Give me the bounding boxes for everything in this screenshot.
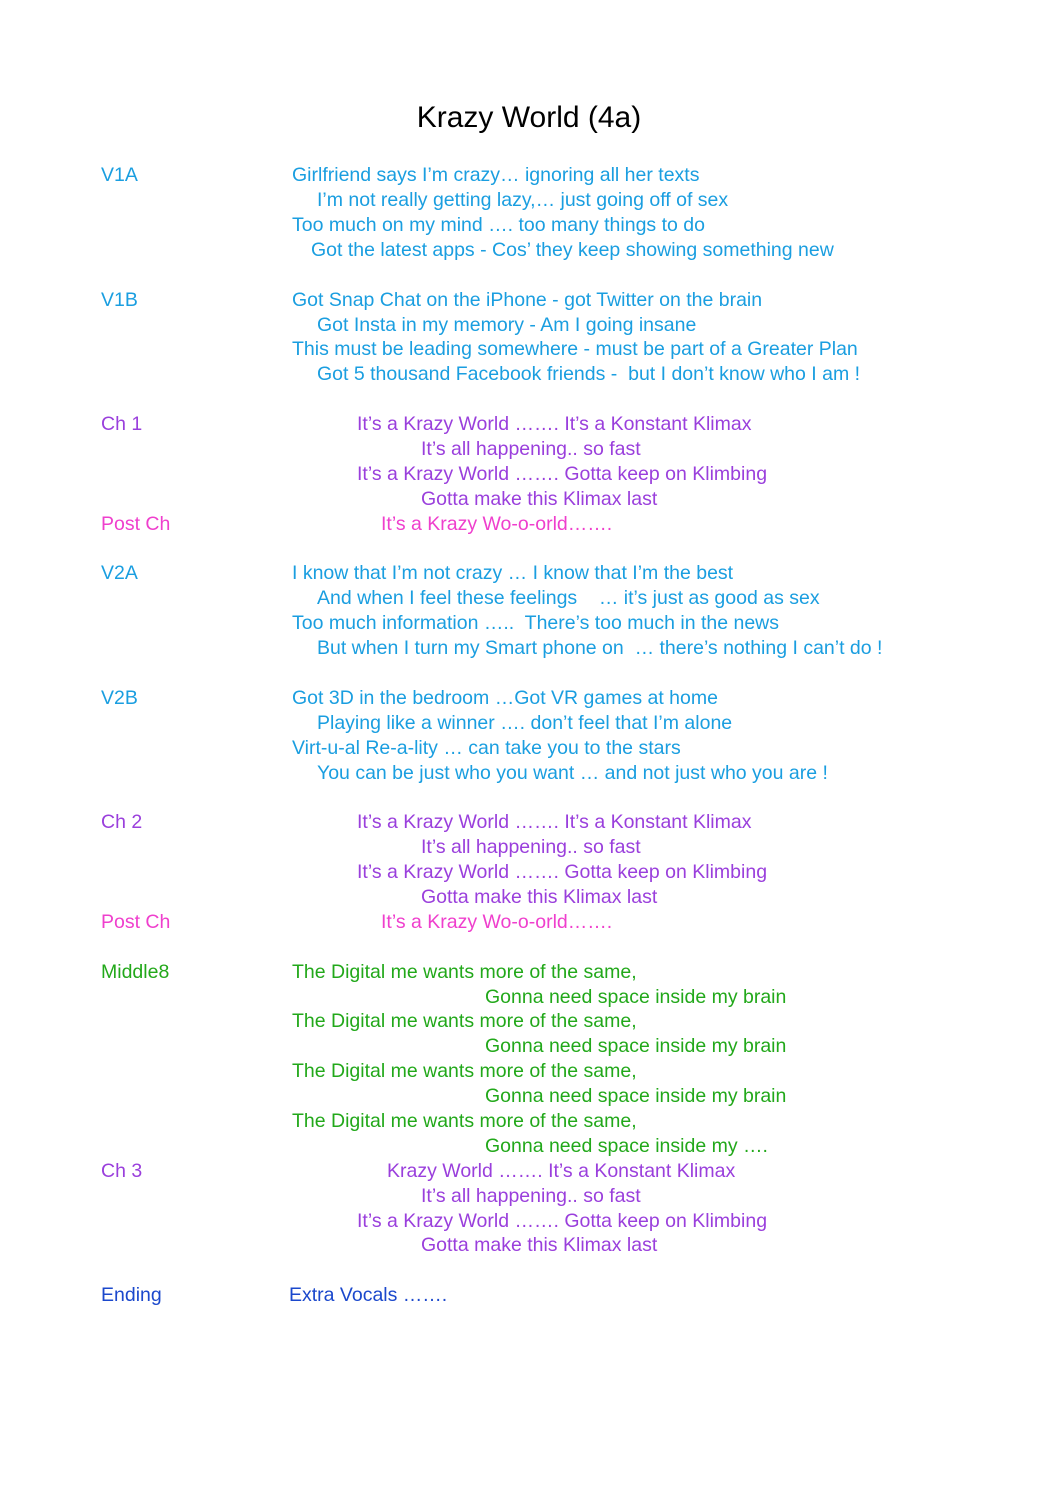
lyric-line: You can be just who you want … and not just who you are ! xyxy=(317,762,828,784)
lyric-line: It’s a Krazy World ……. Gotta keep on Klimbing xyxy=(357,1210,768,1232)
section-label-v1a: V1A xyxy=(101,164,138,186)
lyric-line: Playing like a winner …. don’t feel that I’m alone xyxy=(317,712,733,734)
lyric-line: It’s all happening.. so fast xyxy=(421,836,641,858)
lyric-line: Girlfriend says I’m crazy… ignoring all her texts xyxy=(292,164,700,186)
lyric-line: Gotta make this Klimax last xyxy=(421,886,658,908)
lyric-line: The Digital me wants more of the same, xyxy=(292,961,637,983)
lyric-line: The Digital me wants more of the same, xyxy=(292,1060,637,1082)
lyric-line: Got 3D in the bedroom …Got VR games at home xyxy=(292,687,718,709)
lyric-line: The Digital me wants more of the same, xyxy=(292,1110,637,1132)
section-label-v1b: V1B xyxy=(101,289,138,311)
lyric-line: I’m not really getting lazy,… just going off of sex xyxy=(317,189,729,211)
section-label-post-ch: Post Ch xyxy=(101,513,171,535)
lyric-line: Gonna need space inside my brain xyxy=(485,1085,787,1107)
lyric-line: Gonna need space inside my …. xyxy=(485,1135,768,1157)
section-label-ending: Ending xyxy=(101,1284,162,1306)
section-label-v2b: V2B xyxy=(101,687,138,709)
section-label-ch2: Ch 2 xyxy=(101,811,143,833)
lyric-line: Got Insta in my memory - Am I going insane xyxy=(317,314,697,336)
section-label-post-ch: Post Ch xyxy=(101,911,171,933)
lyric-line: Krazy World ……. It’s a Konstant Klimax xyxy=(387,1160,736,1182)
lyric-line: Got 5 thousand Facebook friends - but I don’t know who I am ! xyxy=(317,363,861,385)
lyric-line: I know that I’m not crazy … I know that I’m the best xyxy=(292,562,734,584)
lyric-line: It’s all happening.. so fast xyxy=(421,1185,641,1207)
song-title: Krazy World (4a) xyxy=(416,101,642,134)
lyric-line: Too much on my mind …. too many things to do xyxy=(292,214,705,236)
lyric-line: Got the latest apps - Cos’ they keep showing something new xyxy=(311,239,834,261)
lyric-line: Too much information ….. There’s too much in the news xyxy=(292,612,780,634)
section-label-middle8: Middle8 xyxy=(101,961,170,983)
lyric-line: The Digital me wants more of the same, xyxy=(292,1010,637,1032)
lyric-line: It’s all happening.. so fast xyxy=(421,438,641,460)
lyric-line: Gonna need space inside my brain xyxy=(485,1035,787,1057)
lyric-line: It’s a Krazy World ……. It’s a Konstant Klimax xyxy=(357,413,752,435)
section-label-ch1: Ch 1 xyxy=(101,413,143,435)
section-label-v2a: V2A xyxy=(101,562,138,584)
lyric-line: It’s a Krazy World ……. Gotta keep on Klimbing xyxy=(357,861,768,883)
lyric-line: It’s a Krazy Wo-o-orld……. xyxy=(381,513,613,535)
lyric-line: This must be leading somewhere - must be part of a Greater Plan xyxy=(292,338,858,360)
lyric-line: Extra Vocals ……. xyxy=(289,1284,448,1306)
lyric-line: It’s a Krazy World ……. Gotta keep on Klimbing xyxy=(357,463,768,485)
lyric-line: Gotta make this Klimax last xyxy=(421,1234,658,1256)
lyric-line: Gotta make this Klimax last xyxy=(421,488,658,510)
lyric-line: And when I feel these feelings … it’s just as good as sex xyxy=(317,587,820,609)
section-label-ch3: Ch 3 xyxy=(101,1160,143,1182)
lyric-line: Virt-u-al Re-a-lity … can take you to the stars xyxy=(292,737,681,759)
lyric-line: Gonna need space inside my brain xyxy=(485,986,787,1008)
lyric-line: Got Snap Chat on the iPhone - got Twitter on the brain xyxy=(292,289,763,311)
lyric-line: But when I turn my Smart phone on … there’s nothing I can’t do ! xyxy=(317,637,883,659)
lyric-line: It’s a Krazy Wo-o-orld……. xyxy=(381,911,613,933)
lyric-line: It’s a Krazy World ……. It’s a Konstant Klimax xyxy=(357,811,752,833)
